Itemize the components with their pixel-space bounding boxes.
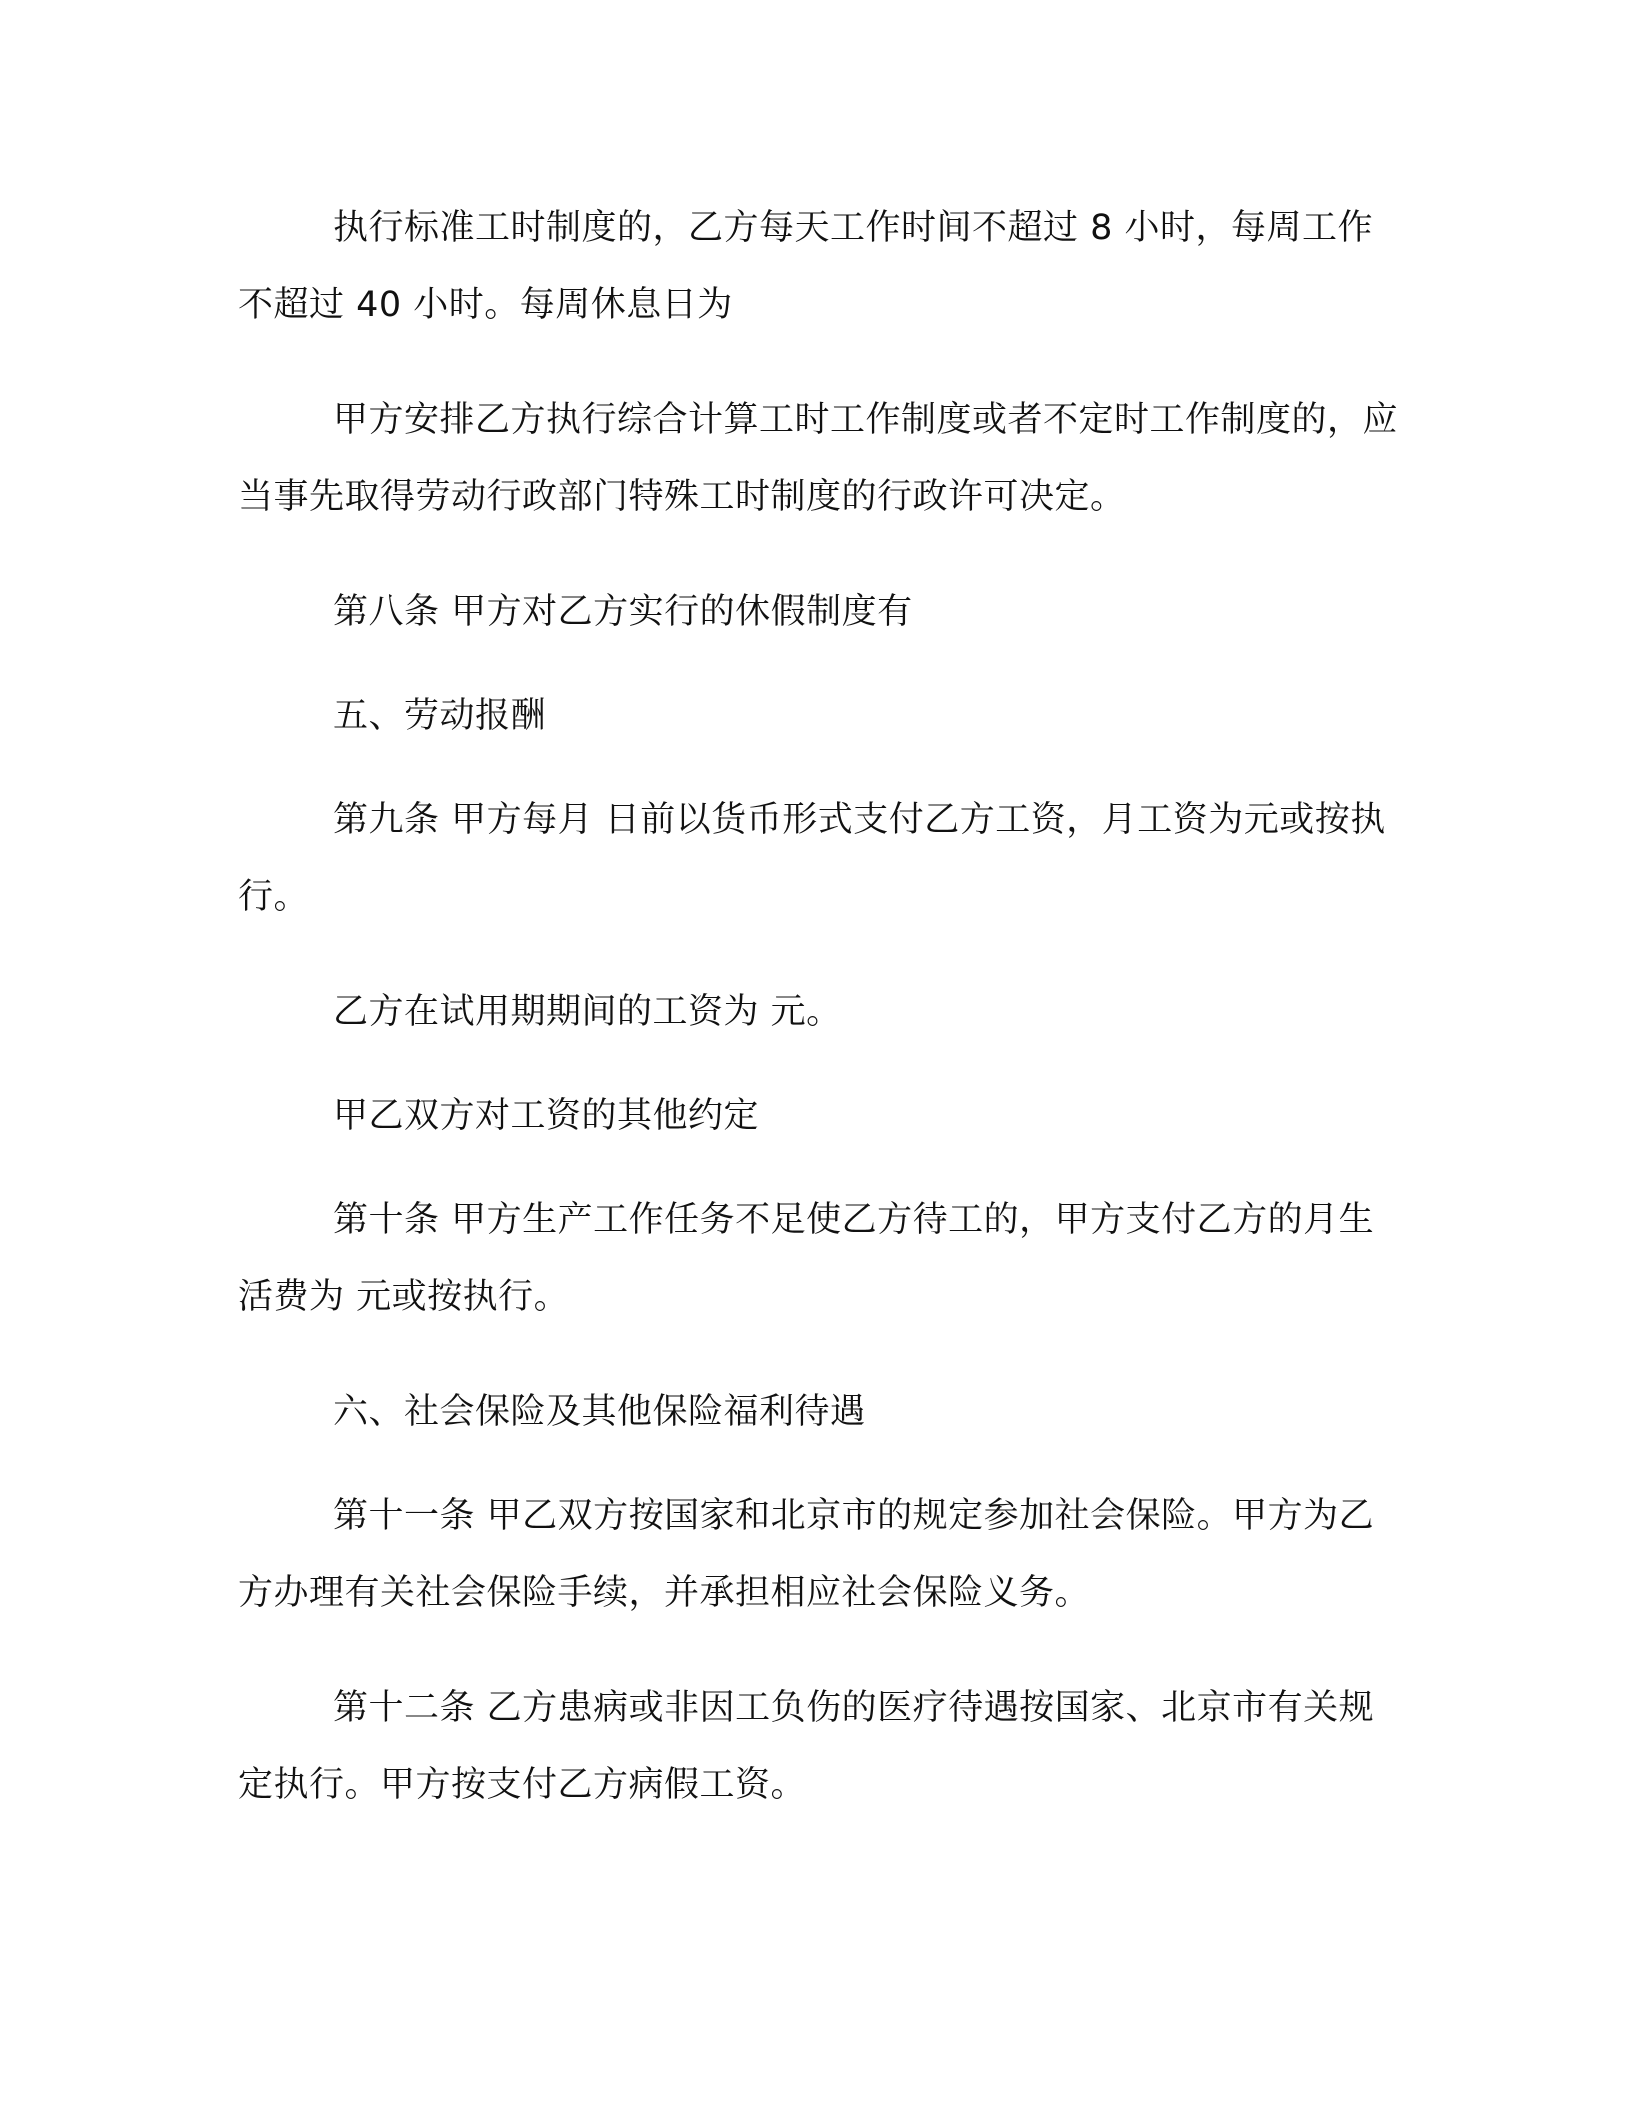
paragraph-special-hours: 甲方安排乙方执行综合计算工时工作制度或者不定时工作制度的，应当事先取得劳动行政部门特殊工时制度的行政许可决定。 (238, 400, 1399, 517)
paragraph-article-12: 第十二条 乙方患病或非因工负伤的医疗待遇按国家、北京市有关规定执行。甲方按支付乙方病假工资。 (238, 1688, 1375, 1805)
document-body (238, 190, 1408, 1862)
paragraph-working-hours: 执行标准工时制度的，乙方每天工作时间不超过 8 小时，每周工作不超过 40 小时。每周休息日为 (238, 208, 1374, 325)
paragraph-article-8: 第八条 甲方对乙方实行的休假制度有 (333, 592, 913, 632)
paragraph-article-11: 第十一条 甲乙双方按国家和北京市的规定参加社会保险。甲方为乙方办理有关社会保险手续，并承担相应社会保险义务。 (238, 1496, 1375, 1613)
paragraph-other-wage-terms: 甲乙双方对工资的其他约定 (333, 1096, 760, 1136)
paragraph-article-10: 第十条 甲方生产工作任务不足使乙方待工的，甲方支付乙方的月生活费为 元或按执行。 (238, 1200, 1375, 1317)
paragraph-probation-wage: 乙方在试用期期间的工资为 元。 (333, 992, 842, 1032)
paragraph-article-9: 第九条 甲方每月 日前以货币形式支付乙方工资，月工资为元或按执行。 (238, 800, 1386, 917)
section-heading-social-insurance: 六、社会保险及其他保险福利待遇 (333, 1392, 866, 1432)
section-heading-remuneration: 五、劳动报酬 (333, 696, 547, 736)
